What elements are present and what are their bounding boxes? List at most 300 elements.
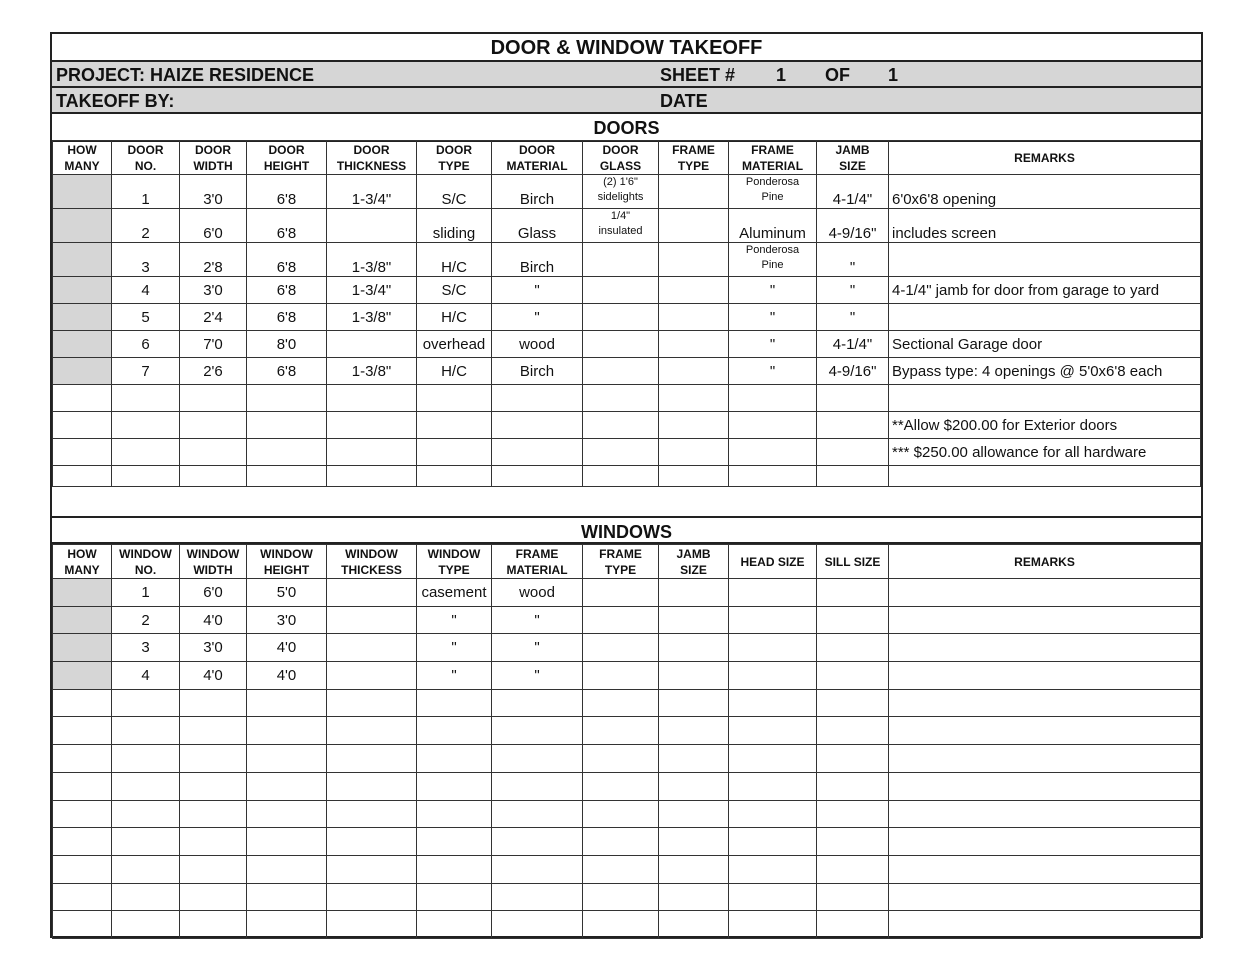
doors-header-cell xyxy=(729,141,817,175)
frame-material-top: Ponderosa xyxy=(745,244,800,256)
door-height-cell: 8'0 xyxy=(247,331,327,358)
door-thickness-cell: 1-3/8" xyxy=(327,243,417,277)
empty-cell xyxy=(492,855,583,883)
empty-cell xyxy=(729,385,817,412)
doors-table xyxy=(52,140,1201,487)
header-line-1: FRAME xyxy=(672,142,715,157)
how-many-cell xyxy=(53,606,112,634)
empty-cell xyxy=(112,883,180,911)
empty-cell xyxy=(247,745,327,773)
empty-cell xyxy=(817,385,889,412)
door-height-cell: 6'8 xyxy=(247,175,327,209)
note-cell xyxy=(889,385,1201,412)
empty-cell xyxy=(327,911,417,939)
table-row xyxy=(53,606,1201,634)
door-type-cell: S/C xyxy=(417,277,492,304)
door-material-cell: Birch xyxy=(492,358,583,385)
empty-cell xyxy=(247,412,327,439)
empty-cell xyxy=(817,828,889,856)
table-row xyxy=(53,175,1201,209)
header-line-2: MATERIAL xyxy=(506,562,568,577)
window-thickness-cell xyxy=(327,662,417,690)
empty-cell xyxy=(659,439,729,466)
door-glass-top: (2) 1'6" xyxy=(603,176,638,188)
empty-cell xyxy=(889,828,1201,856)
frame-type-cell xyxy=(659,209,729,243)
header-line-2: NO. xyxy=(134,158,157,173)
windows-table xyxy=(52,544,1201,939)
empty-cell xyxy=(417,883,492,911)
header-line-1: HOW xyxy=(67,142,97,157)
date-label: DATE xyxy=(660,91,708,111)
door-no-cell: 6 xyxy=(112,331,180,358)
project-label: PROJECT: HAIZE RESIDENCE xyxy=(56,65,315,85)
table-row xyxy=(53,209,1201,243)
empty-cell xyxy=(492,911,583,939)
door-width-cell: 3'0 xyxy=(180,277,247,304)
door-height-cell: 6'8 xyxy=(247,209,327,243)
empty-cell xyxy=(889,883,1201,911)
note-cell xyxy=(889,466,1201,487)
door-thickness-cell: 1-3/4" xyxy=(327,277,417,304)
how-many-cell xyxy=(53,911,112,939)
empty-cell xyxy=(817,579,889,607)
how-many-cell xyxy=(53,745,112,773)
empty-cell xyxy=(327,412,417,439)
window-thickness-cell xyxy=(327,634,417,662)
empty-cell xyxy=(327,745,417,773)
how-many-cell xyxy=(53,579,112,607)
empty-cell xyxy=(247,828,327,856)
header-line-2: MATERIAL xyxy=(506,158,568,173)
sheet-label: SHEET # xyxy=(660,65,736,85)
door-glass-cell xyxy=(583,209,659,243)
frame-material-text: Aluminum xyxy=(739,225,806,242)
frame-material-bottom: Pine xyxy=(761,191,784,203)
empty-cell xyxy=(889,606,1201,634)
empty-cell xyxy=(659,579,729,607)
empty-cell xyxy=(583,911,659,939)
jamb-size-cell: 4-9/16" xyxy=(817,209,889,243)
empty-cell xyxy=(180,800,247,828)
door-no-cell: 5 xyxy=(112,304,180,331)
empty-cell xyxy=(889,855,1201,883)
window-no-cell: 2 xyxy=(112,606,180,634)
windows-header-row xyxy=(53,545,1201,579)
header-line-1: REMARKS xyxy=(1014,150,1075,165)
jamb-size-cell: " xyxy=(817,277,889,304)
frame-type-cell xyxy=(659,358,729,385)
empty-cell xyxy=(729,772,817,800)
frame-material-cell xyxy=(729,304,817,331)
takeoff-row xyxy=(52,88,1201,114)
sheet-title: DOOR & WINDOW TAKEOFF xyxy=(52,34,1201,62)
window-no-cell: 1 xyxy=(112,579,180,607)
door-width-cell: 2'8 xyxy=(180,243,247,277)
window-type-cell: " xyxy=(417,634,492,662)
empty-cell xyxy=(180,412,247,439)
empty-cell xyxy=(417,828,492,856)
table-row xyxy=(53,385,1201,412)
header-line-2: TYPE xyxy=(438,562,470,577)
empty-cell xyxy=(659,772,729,800)
empty-cell xyxy=(180,439,247,466)
empty-cell xyxy=(112,855,180,883)
empty-cell xyxy=(112,466,180,487)
empty-cell xyxy=(729,745,817,773)
empty-cell xyxy=(583,689,659,717)
table-row xyxy=(53,634,1201,662)
empty-cell xyxy=(583,800,659,828)
empty-cell xyxy=(180,772,247,800)
table-row xyxy=(53,579,1201,607)
header-line-2: WIDTH xyxy=(193,158,233,173)
empty-cell xyxy=(889,745,1201,773)
header-line-1: WINDOW xyxy=(427,546,481,561)
empty-cell xyxy=(247,466,327,487)
empty-cell xyxy=(327,717,417,745)
door-material-cell: " xyxy=(492,304,583,331)
door-type-cell: H/C xyxy=(417,304,492,331)
doors-header-cell xyxy=(659,141,729,175)
header-line-1: JAMB xyxy=(676,546,711,561)
window-thickness-cell xyxy=(327,579,417,607)
how-many-cell xyxy=(53,277,112,304)
header-line-2: SIZE xyxy=(839,158,866,173)
remarks-cell xyxy=(889,243,1201,277)
empty-cell xyxy=(53,412,112,439)
table-row xyxy=(53,745,1201,773)
windows-header-cell xyxy=(417,545,492,579)
doors-header-cell xyxy=(817,141,889,175)
empty-cell xyxy=(180,385,247,412)
empty-cell xyxy=(180,745,247,773)
windows-header-cell xyxy=(817,545,889,579)
empty-cell xyxy=(659,385,729,412)
empty-cell xyxy=(889,662,1201,690)
header-line-2: TYPE xyxy=(604,562,637,577)
empty-cell xyxy=(729,689,817,717)
table-row xyxy=(53,662,1201,690)
window-width-cell: 4'0 xyxy=(180,662,247,690)
door-height-cell: 6'8 xyxy=(247,243,327,277)
empty-cell xyxy=(247,689,327,717)
frame-type-cell xyxy=(659,175,729,209)
frame-material-text: " xyxy=(769,362,776,380)
empty-cell xyxy=(492,466,583,487)
empty-cell xyxy=(247,855,327,883)
empty-cell xyxy=(659,855,729,883)
door-glass-cell xyxy=(583,331,659,358)
empty-cell xyxy=(729,439,817,466)
header-line-1: WINDOW xyxy=(186,546,240,561)
windows-header-cell xyxy=(729,545,817,579)
header-line-1: DOOR xyxy=(353,142,390,157)
door-thickness-cell: 1-3/8" xyxy=(327,358,417,385)
table-row xyxy=(53,855,1201,883)
header-line-1: DOOR xyxy=(268,142,305,157)
remarks-cell: includes screen xyxy=(889,209,1201,243)
empty-cell xyxy=(327,689,417,717)
empty-cell xyxy=(247,385,327,412)
empty-cell xyxy=(247,717,327,745)
takeoff-sheet xyxy=(50,32,1203,938)
frame-material-cell xyxy=(729,331,817,358)
empty-cell xyxy=(729,606,817,634)
doors-header-cell xyxy=(327,141,417,175)
header-line-1: DOOR xyxy=(519,142,555,157)
empty-cell xyxy=(729,466,817,487)
empty-cell xyxy=(659,828,729,856)
frame-material-top: Ponderosa xyxy=(745,176,800,188)
empty-cell xyxy=(180,689,247,717)
empty-cell xyxy=(492,689,583,717)
empty-cell xyxy=(583,466,659,487)
table-row xyxy=(53,466,1201,487)
empty-cell xyxy=(729,412,817,439)
door-material-cell: Glass xyxy=(492,209,583,243)
empty-cell xyxy=(247,911,327,939)
of-label: OF xyxy=(825,65,850,85)
header-line-2: MANY xyxy=(64,158,100,173)
empty-cell xyxy=(817,745,889,773)
empty-cell xyxy=(112,689,180,717)
door-type-cell: overhead xyxy=(417,331,492,358)
frame-material-cell xyxy=(729,358,817,385)
empty-cell xyxy=(583,606,659,634)
table-row xyxy=(53,412,1201,439)
frame-material-cell xyxy=(729,209,817,243)
remarks-cell xyxy=(889,304,1201,331)
window-no-cell: 3 xyxy=(112,634,180,662)
empty-cell xyxy=(53,466,112,487)
frame-material-cell xyxy=(729,277,817,304)
window-frame-material-cell: " xyxy=(492,634,583,662)
table-row xyxy=(53,358,1201,385)
empty-cell xyxy=(112,385,180,412)
door-type-cell: sliding xyxy=(417,209,492,243)
table-row xyxy=(53,828,1201,856)
doors-header-cell xyxy=(53,141,112,175)
empty-cell xyxy=(112,745,180,773)
header-line-1: REMARKS xyxy=(1014,554,1075,569)
empty-cell xyxy=(327,855,417,883)
empty-cell xyxy=(180,855,247,883)
empty-cell xyxy=(583,579,659,607)
door-glass-top: 1/4" xyxy=(610,210,631,222)
empty-cell xyxy=(729,579,817,607)
empty-cell xyxy=(659,606,729,634)
header-line-2: TYPE xyxy=(677,158,710,173)
window-type-cell: " xyxy=(417,662,492,690)
door-no-cell: 7 xyxy=(112,358,180,385)
empty-cell xyxy=(583,662,659,690)
empty-cell xyxy=(247,439,327,466)
empty-cell xyxy=(659,800,729,828)
empty-cell xyxy=(112,717,180,745)
table-row xyxy=(53,717,1201,745)
header-line-1: HOW xyxy=(67,546,97,561)
door-glass-cell xyxy=(583,304,659,331)
doors-section-title: DOORS xyxy=(52,114,1201,142)
table-row xyxy=(53,800,1201,828)
empty-cell xyxy=(112,772,180,800)
empty-cell xyxy=(817,717,889,745)
door-no-cell: 4 xyxy=(112,277,180,304)
empty-cell xyxy=(180,828,247,856)
empty-cell xyxy=(417,466,492,487)
door-height-cell: 6'8 xyxy=(247,358,327,385)
window-type-cell: " xyxy=(417,606,492,634)
empty-cell xyxy=(327,466,417,487)
window-height-cell: 4'0 xyxy=(247,662,327,690)
empty-cell xyxy=(417,911,492,939)
door-height-cell: 6'8 xyxy=(247,277,327,304)
empty-cell xyxy=(583,439,659,466)
empty-cell xyxy=(417,385,492,412)
doors-header-cell xyxy=(583,141,659,175)
windows-header-cell xyxy=(659,545,729,579)
of-number: 1 xyxy=(888,65,899,85)
header-line-1: FRAME xyxy=(599,546,642,561)
windows-header-cell xyxy=(112,545,180,579)
empty-cell xyxy=(729,717,817,745)
jamb-size-cell: 4-9/16" xyxy=(817,358,889,385)
empty-cell xyxy=(817,772,889,800)
header-line-1: DOOR xyxy=(436,142,472,157)
empty-cell xyxy=(817,883,889,911)
header-line-2: THICKNESS xyxy=(336,158,407,173)
doors-header-cell xyxy=(180,141,247,175)
empty-cell xyxy=(817,662,889,690)
empty-cell xyxy=(659,717,729,745)
door-width-cell: 7'0 xyxy=(180,331,247,358)
empty-cell xyxy=(112,439,180,466)
empty-cell xyxy=(492,412,583,439)
empty-cell xyxy=(112,911,180,939)
how-many-cell xyxy=(53,717,112,745)
how-many-cell xyxy=(53,209,112,243)
table-row xyxy=(53,277,1201,304)
windows-header-cell xyxy=(492,545,583,579)
header-line-1: DOOR xyxy=(195,142,231,157)
empty-cell xyxy=(583,412,659,439)
header-line-1: SILL SIZE xyxy=(824,554,881,569)
frame-material-bottom: Pine xyxy=(761,259,784,271)
door-material-cell: " xyxy=(492,277,583,304)
empty-cell xyxy=(729,911,817,939)
jamb-size-cell: " xyxy=(817,243,889,277)
empty-cell xyxy=(180,717,247,745)
empty-cell xyxy=(729,855,817,883)
door-width-cell: 2'4 xyxy=(180,304,247,331)
how-many-cell xyxy=(53,634,112,662)
remarks-cell: 6'0x6'8 opening xyxy=(889,175,1201,209)
how-many-cell xyxy=(53,175,112,209)
frame-type-cell xyxy=(659,277,729,304)
jamb-size-cell: " xyxy=(817,304,889,331)
empty-cell xyxy=(417,689,492,717)
empty-cell xyxy=(583,828,659,856)
how-many-cell xyxy=(53,358,112,385)
empty-cell xyxy=(817,855,889,883)
empty-cell xyxy=(327,828,417,856)
empty-cell xyxy=(659,412,729,439)
empty-cell xyxy=(247,883,327,911)
project-row xyxy=(52,62,1201,88)
empty-cell xyxy=(729,634,817,662)
windows-header-cell xyxy=(247,545,327,579)
empty-cell xyxy=(889,579,1201,607)
empty-cell xyxy=(729,662,817,690)
door-type-cell: H/C xyxy=(417,358,492,385)
empty-cell xyxy=(583,745,659,773)
empty-cell xyxy=(492,883,583,911)
empty-cell xyxy=(417,439,492,466)
windows-header-cell xyxy=(53,545,112,579)
header-line-2: TYPE xyxy=(438,158,470,173)
empty-cell xyxy=(583,883,659,911)
empty-cell xyxy=(492,439,583,466)
empty-cell xyxy=(889,800,1201,828)
header-line-2: MANY xyxy=(64,562,100,577)
header-line-1: DOOR xyxy=(127,142,164,157)
doors-header-row xyxy=(53,141,1201,175)
window-height-cell: 5'0 xyxy=(247,579,327,607)
how-many-cell xyxy=(53,331,112,358)
empty-cell xyxy=(817,466,889,487)
door-type-cell: H/C xyxy=(417,243,492,277)
doors-header-cell xyxy=(889,141,1201,175)
door-material-cell: Birch xyxy=(492,175,583,209)
table-row xyxy=(53,243,1201,277)
door-no-cell: 3 xyxy=(112,243,180,277)
empty-cell xyxy=(817,439,889,466)
header-line-2: WIDTH xyxy=(193,562,233,577)
door-height-cell: 6'8 xyxy=(247,304,327,331)
header-line-1: WINDOW xyxy=(260,546,313,561)
empty-cell xyxy=(889,911,1201,939)
empty-cell xyxy=(817,800,889,828)
how-many-cell xyxy=(53,883,112,911)
frame-type-cell xyxy=(659,331,729,358)
empty-cell xyxy=(417,855,492,883)
window-no-cell: 4 xyxy=(112,662,180,690)
window-frame-material-cell: wood xyxy=(492,579,583,607)
window-width-cell: 4'0 xyxy=(180,606,247,634)
table-row xyxy=(53,331,1201,358)
header-line-1: DOOR xyxy=(602,142,639,157)
empty-cell xyxy=(729,800,817,828)
header-line-1: FRAME xyxy=(515,546,559,561)
empty-cell xyxy=(583,717,659,745)
empty-cell xyxy=(180,911,247,939)
how-many-cell xyxy=(53,772,112,800)
empty-cell xyxy=(417,745,492,773)
empty-cell xyxy=(583,772,659,800)
empty-cell xyxy=(180,466,247,487)
header-line-1: WINDOW xyxy=(345,546,398,561)
remarks-cell: 4-1/4" jamb for door from garage to yard xyxy=(889,277,1201,304)
door-glass-cell xyxy=(583,277,659,304)
empty-cell xyxy=(889,634,1201,662)
empty-cell xyxy=(583,634,659,662)
empty-cell xyxy=(417,800,492,828)
empty-cell xyxy=(417,772,492,800)
frame-material-cell xyxy=(729,243,817,277)
door-thickness-cell: 1-3/8" xyxy=(327,304,417,331)
door-thickness-cell xyxy=(327,331,417,358)
